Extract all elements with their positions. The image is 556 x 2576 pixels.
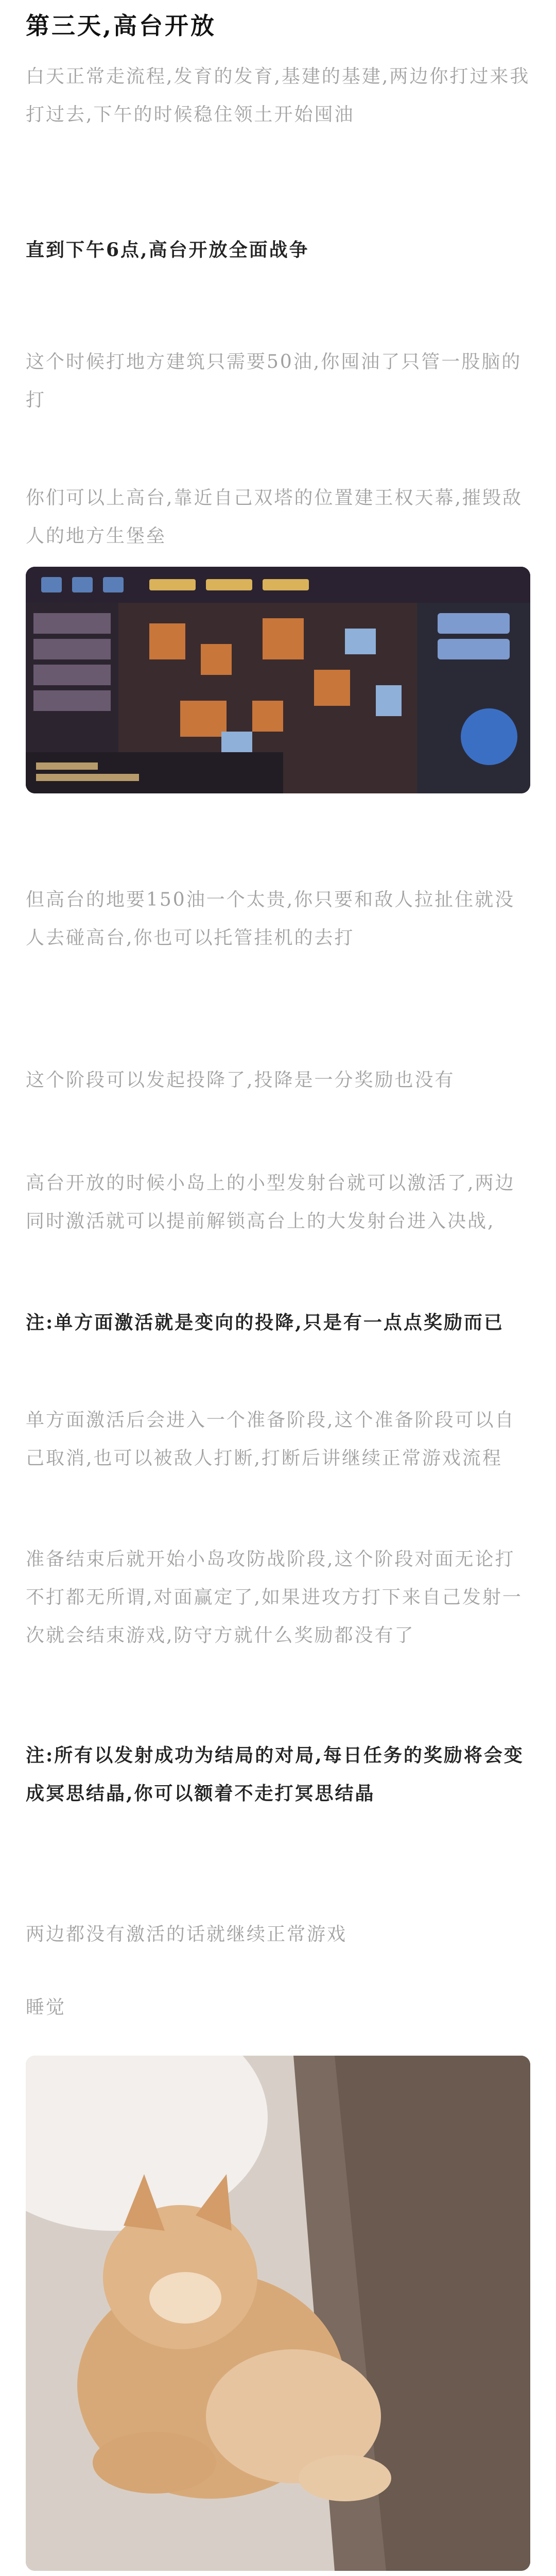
cat-photo-art: [26, 2056, 530, 2571]
day3-p5-block: [26, 1061, 530, 1099]
day3-paragraph-4: 但高台的地要150油一个太贵,你只要和敌人拉扯住就没人去碰高台,你也可以托管挂机的去打: [26, 889, 515, 948]
day3-p7-block: [26, 1401, 530, 1478]
day3-bold-1: 直到下午6点,高台开放全面战争: [26, 239, 309, 261]
day3-paragraph-3: 你们可以上高台,靠近自己双塔的位置建王权天幕,摧毁敌人的地方生堡垒: [26, 487, 523, 547]
day3-p9-block: [26, 1916, 530, 1954]
day3-paragraph-10: 睡觉: [26, 1997, 66, 2018]
game-screenshot: [26, 567, 530, 793]
day3-p2-block: [26, 343, 530, 419]
day3-section: [26, 9, 530, 42]
day3-bold-3: 注:所有以发射成功为结局的对局,每日任务的奖励将会变成冥思结晶,你可以额着不走打冥思结晶: [26, 1744, 524, 1804]
day3-b3-block: [26, 1736, 530, 1812]
day3-bold-2: 注:单方面激活就是变向的投降,只是有一点点奖励而已: [26, 1312, 504, 1333]
day3-b1-block: [26, 231, 530, 269]
day3-paragraph-8: 准备结束后就开始小岛攻防战阶段,这个阶段对面无论打不打都无所谓,对面赢定了,如果进攻方打下来自己发射一次就会结束游戏,防守方就什么奖励都没有了: [26, 1549, 523, 1646]
game-screenshot-art: [26, 567, 530, 793]
sleeping-cat-photo: [26, 2056, 530, 2571]
day3-p8-block: [26, 1540, 530, 1655]
day3-p10-block: [26, 1989, 530, 2027]
day3-p3-block: [26, 479, 530, 555]
day3-paragraph-9: 两边都没有激活的话就继续正常游戏: [26, 1924, 348, 1945]
day3-paragraph-5: 这个阶段可以发起投降了,投降是一分奖励也没有: [26, 1070, 455, 1091]
day3-p4-block: [26, 881, 530, 957]
day3-p1-block: [26, 58, 530, 134]
day3-b2-block: [26, 1303, 530, 1342]
day3-p6-block: [26, 1164, 530, 1241]
day3-paragraph-7: 单方面激活后会进入一个准备阶段,这个准备阶段可以自己取消,也可以被敌人打断,打断后讲继续正常游戏流程: [26, 1410, 515, 1469]
day3-title: 第三天,高台开放: [26, 12, 217, 40]
day3-paragraph-6: 高台开放的时候小岛上的小型发射台就可以激活了,两边同时激活就可以提前解锁高台上的大发射台进入决战,: [26, 1173, 515, 1232]
day3-paragraph-1: 白天正常走流程,发育的发育,基建的基建,两边你打过来我打过去,下午的时候稳住领土开始囤油: [26, 66, 530, 125]
day3-paragraph-2: 这个时候打地方建筑只需要50油,你囤油了只管一股脑的打: [26, 351, 522, 411]
